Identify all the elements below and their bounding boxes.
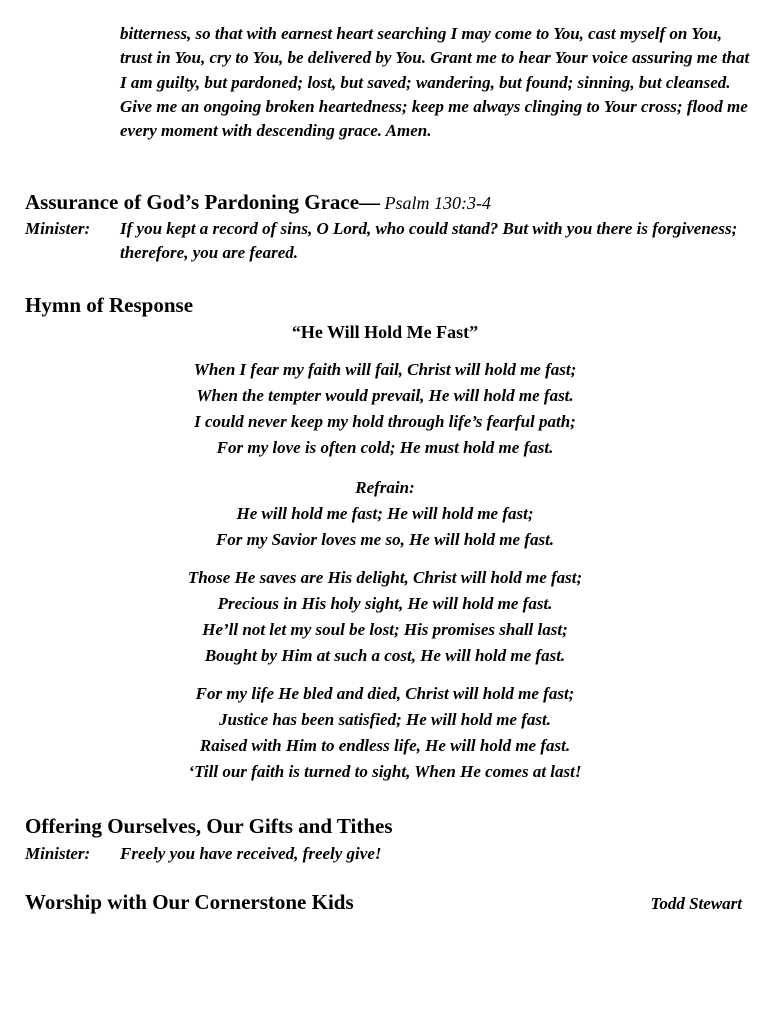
offering-text: Freely you have received, freely give! xyxy=(120,844,382,863)
hymn-title: “He Will Hold Me Fast” xyxy=(291,322,479,342)
assurance-role-label: Minister: xyxy=(25,219,91,238)
verse-line: He’ll not let my soul be lost; His promises shall last; xyxy=(202,620,568,639)
verse-line: For my Savior loves me so, He will hold me fast. xyxy=(215,530,555,549)
refrain-label: Refrain: xyxy=(355,478,415,497)
verse-line: For my love is often cold; He must hold me fast. xyxy=(216,438,554,457)
verse-line: Those He saves are His delight, Christ will hold me fast; xyxy=(187,568,583,587)
verse-line: For my life He bled and died, Christ will hold me fast; xyxy=(195,684,575,703)
verse-line: When I fear my faith will fail, Christ will hold me fast; xyxy=(193,360,577,379)
verse-line: Bought by Him at such a cost, He will hold me fast. xyxy=(204,646,566,665)
prayer-text: bitterness, so that with earnest heart searching I may come to You, cast myself on You, trust in You, cry to You, be delivered by You. Grant me to hear Your voice assuring me that I am guilty, but pardoned; lost, but saved; wandering, but found; sinning, but cleansed. Give me an ongoing broken heartedness; keep me always clinging to Your cross; flood me every moment with descending grace. Amen. xyxy=(120,24,750,141)
kids-presenter: Todd Stewart xyxy=(650,894,742,913)
verse-line: He will hold me fast; He will hold me fast; xyxy=(236,504,534,523)
verse-line: When the tempter would prevail, He will hold me fast. xyxy=(196,386,574,405)
verse-line: Justice has been satisfied; He will hold me fast. xyxy=(219,710,551,729)
verse-line: ‘Till our faith is turned to sight, When He comes at last! xyxy=(188,762,582,781)
offering-role-label: Minister: xyxy=(25,844,91,863)
kids-heading: Worship with Our Cornerstone Kids xyxy=(25,890,354,914)
hymn-heading: Hymn of Response xyxy=(25,293,194,317)
hymn-verse-2 xyxy=(0,565,770,669)
verse-line: Precious in His holy sight, He will hold me fast. xyxy=(217,594,553,613)
assurance-dash: — xyxy=(359,190,381,214)
offering-heading: Offering Ourselves, Our Gifts and Tithes xyxy=(25,814,393,838)
hymn-verse-3 xyxy=(0,681,770,785)
assurance-heading xyxy=(25,189,491,216)
hymn-refrain xyxy=(0,475,770,553)
verse-line: I could never keep my hold through life’s fearful path; xyxy=(194,412,576,431)
hymn-verse-1 xyxy=(0,357,770,461)
assurance-title: Assurance of God’s Pardoning Grace xyxy=(25,190,360,214)
scripture-reference: Psalm 130:3-4 xyxy=(380,193,492,213)
assurance-text: If you kept a record of sins, O Lord, who could stand? But with you there is forgiveness; therefore, you are feared. xyxy=(120,219,738,262)
verse-line: Raised with Him to endless life, He will hold me fast. xyxy=(199,736,571,755)
